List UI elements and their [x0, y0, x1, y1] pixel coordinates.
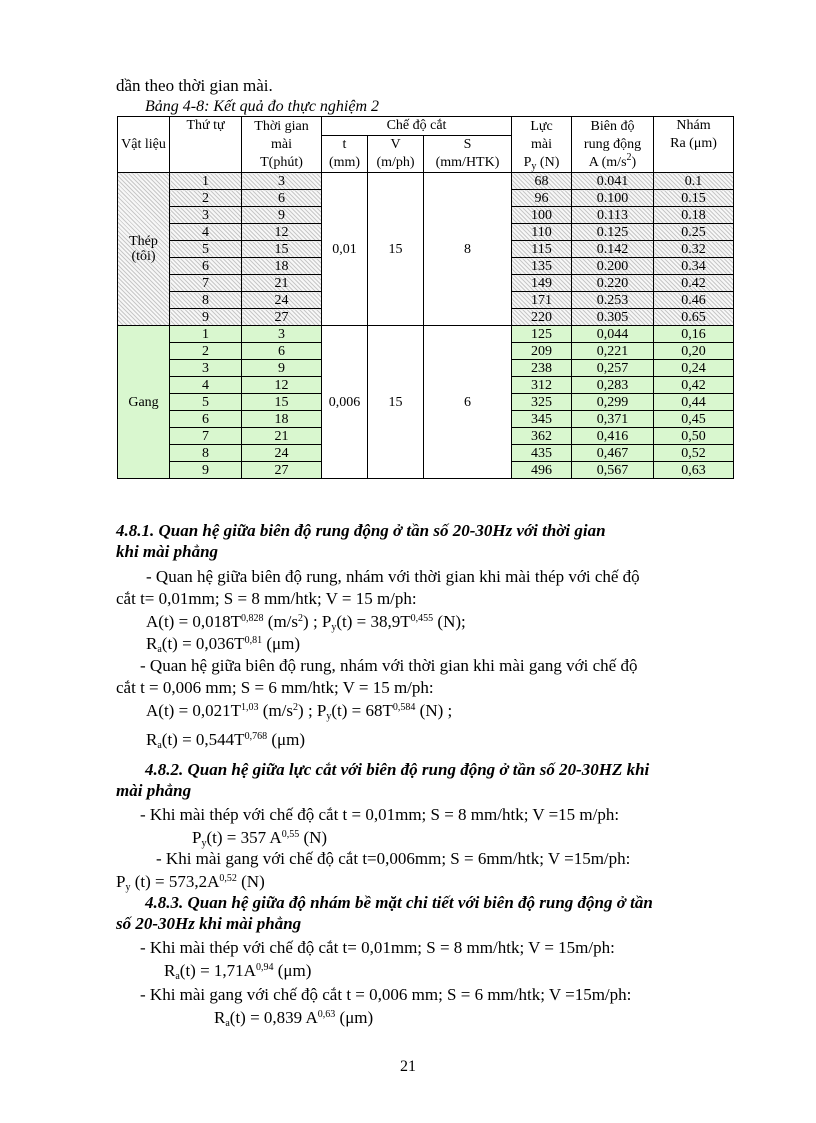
roughness-cell: 0.18 [654, 207, 734, 224]
roughness-cell: 0,24 [654, 360, 734, 377]
section-4-8-2-title: 4.8.2. Quan hệ giữa lực cắt với biên độ rung động ở tần số 20-30HZ khi [145, 760, 650, 779]
order-cell: 6 [170, 258, 242, 275]
header-force: Lực mài $P_y$ (N) [512, 117, 572, 173]
force-cell: 68 [512, 173, 572, 190]
section-4-8-2-title-cont: mài phẳng [116, 781, 192, 800]
force-cell: 110 [512, 224, 572, 241]
time-cell: 18 [242, 411, 322, 428]
force-cell: 115 [512, 241, 572, 258]
roughness-cell: 0,42 [654, 377, 734, 394]
amplitude-cell: 0.142 [572, 241, 654, 258]
time-cell: 6 [242, 343, 322, 360]
intro-line: dần theo thời gian mài. [116, 76, 273, 95]
order-cell: 7 [170, 428, 242, 445]
time-cell: 9 [242, 360, 322, 377]
force-cell: 345 [512, 411, 572, 428]
iron-time-text: - Quan hệ giữa biên độ rung, nhám với thời gian khi mài gang với chế độ [140, 656, 638, 675]
steel-force-text: - Khi mài thép với chế độ cắt t = 0,01mm; S = 8 mm/htk; V =15 m/ph: [140, 805, 620, 824]
table-caption: Bảng 4-8: Kết quả đo thực nghiệm 2 [145, 98, 380, 115]
roughness-cell: 0,52 [654, 445, 734, 462]
s-cell: 8 [424, 173, 512, 326]
time-cell: 9 [242, 207, 322, 224]
results-table [117, 116, 734, 479]
formula-py-iron: $P_y$ $(t) = 573,2A^{0,52}$ (N) [116, 872, 265, 893]
roughness-cell: 0,44 [654, 394, 734, 411]
formula-ra-iron: $R_a(t) = 0,544T^{0,768}$ (μm) [146, 730, 305, 751]
order-cell: 2 [170, 190, 242, 207]
order-cell: 8 [170, 292, 242, 309]
amplitude-cell: 0.200 [572, 258, 654, 275]
steel-time-text: - Quan hệ giữa biên độ rung, nhám với thời gian khi mài thép với chế độ [146, 567, 640, 586]
amplitude-cell: 0,567 [572, 462, 654, 479]
roughness-cell: 0.42 [654, 275, 734, 292]
iron-force-text: - Khi mài gang với chế độ cắt t=0,006mm; S = 6mm/htk; V =15m/ph: [156, 849, 631, 868]
section-4-8-1-title-cont: khi mài phẳng [116, 542, 219, 561]
section-4-8-1-title: 4.8.1. Quan hệ giữa biên độ rung động ở tần số 20-30Hz với thời gian [116, 521, 606, 540]
header-amplitude: Biên độ rung động A $(m/s^2)$ [572, 117, 654, 173]
amplitude-cell: 0,299 [572, 394, 654, 411]
roughness-cell: 0.25 [654, 224, 734, 241]
order-cell: 3 [170, 207, 242, 224]
force-cell: 209 [512, 343, 572, 360]
formula-ra-amp-steel: $R_a(t) = 1,71A^{0,94}$ (μm) [164, 961, 312, 982]
amplitude-cell: 0.253 [572, 292, 654, 309]
force-cell: 325 [512, 394, 572, 411]
force-cell: 149 [512, 275, 572, 292]
amplitude-cell: 0,283 [572, 377, 654, 394]
material-label: Gang [128, 394, 159, 410]
force-cell: 171 [512, 292, 572, 309]
amplitude-cell: 0.220 [572, 275, 654, 292]
formula-a-py-steel: $A(t) = 0,018T^{0,828}$ $(m/s^2)$ ; $P_y(t) = 38,9T^{0,455}$ (N); [146, 612, 466, 633]
time-cell: 6 [242, 190, 322, 207]
time-cell: 12 [242, 377, 322, 394]
force-cell: 362 [512, 428, 572, 445]
time-cell: 3 [242, 326, 322, 343]
order-cell: 1 [170, 326, 242, 343]
amplitude-cell: 0.125 [572, 224, 654, 241]
time-cell: 21 [242, 428, 322, 445]
table-row [118, 173, 734, 190]
roughness-cell: 0,45 [654, 411, 734, 428]
v-cell: 15 [368, 173, 424, 326]
roughness-cell: 0,50 [654, 428, 734, 445]
force-cell: 220 [512, 309, 572, 326]
time-cell: 3 [242, 173, 322, 190]
formula-ra-steel: $R_a(t) = 0,036T^{0,81}$ (μm) [146, 634, 300, 655]
force-cell: 135 [512, 258, 572, 275]
roughness-cell: 0.34 [654, 258, 734, 275]
roughness-cell: 0,63 [654, 462, 734, 479]
header-roughness: Nhám Ra (μm) [654, 117, 734, 173]
order-cell: 4 [170, 224, 242, 241]
time-cell: 21 [242, 275, 322, 292]
order-cell: 9 [170, 462, 242, 479]
roughness-cell: 0.15 [654, 190, 734, 207]
order-cell: 6 [170, 411, 242, 428]
order-cell: 4 [170, 377, 242, 394]
header-time: Thời gian mài T(phút) [242, 117, 322, 173]
order-cell: 5 [170, 241, 242, 258]
header-material: Vật liệu [118, 117, 170, 173]
force-cell: 496 [512, 462, 572, 479]
t-cell: 0,006 [322, 326, 368, 479]
header-cutting-mode: Chế độ cắt [322, 117, 512, 136]
time-cell: 12 [242, 224, 322, 241]
amplitude-cell: 0,371 [572, 411, 654, 428]
table-row [118, 326, 734, 343]
roughness-cell: 0.65 [654, 309, 734, 326]
iron-roughness-text: - Khi mài gang với chế độ cắt t = 0,006 mm; S = 6 mm/htk; V =15m/ph: [140, 985, 632, 1004]
v-cell: 15 [368, 326, 424, 479]
header-t: t (mm) [322, 136, 368, 173]
material-label: Thép [129, 234, 158, 249]
time-cell: 27 [242, 309, 322, 326]
t-cell: 0,01 [322, 173, 368, 326]
steel-roughness-text: - Khi mài thép với chế độ cắt t= 0,01mm; S = 8 mm/htk; V = 15m/ph: [140, 938, 615, 957]
roughness-cell: 0,16 [654, 326, 734, 343]
roughness-cell: 0,20 [654, 343, 734, 360]
amplitude-cell: 0.041 [572, 173, 654, 190]
roughness-cell: 0.32 [654, 241, 734, 258]
amplitude-cell: 0,467 [572, 445, 654, 462]
section-4-8-3-title: 4.8.3. Quan hệ giữa độ nhám bề mặt chi tiết với biên độ rung động ở tần [145, 893, 653, 912]
amplitude-cell: 0,221 [572, 343, 654, 360]
formula-ra-amp-iron: $R_a(t) = 0,839$ A$^{0,63}$ (μm) [214, 1008, 374, 1029]
force-cell: 312 [512, 377, 572, 394]
order-cell: 2 [170, 343, 242, 360]
roughness-cell: 0.46 [654, 292, 734, 309]
header-v: V (m/ph) [368, 136, 424, 173]
amplitude-cell: 0.100 [572, 190, 654, 207]
steel-time-text-cont: cắt t= 0,01mm; S = 8 mm/htk; V = 15 m/ph: [116, 589, 417, 608]
amplitude-cell: 0.305 [572, 309, 654, 326]
time-cell: 24 [242, 292, 322, 309]
amplitude-cell: 0,044 [572, 326, 654, 343]
header-order: Thứ tự [170, 117, 242, 173]
amplitude-cell: 0,257 [572, 360, 654, 377]
roughness-cell: 0.1 [654, 173, 734, 190]
force-cell: 435 [512, 445, 572, 462]
force-cell: 96 [512, 190, 572, 207]
page-number: 21 [400, 1058, 416, 1075]
order-cell: 5 [170, 394, 242, 411]
material-label: (tôi) [131, 249, 156, 264]
order-cell: 9 [170, 309, 242, 326]
header-s: S (mm/HTK) [424, 136, 512, 173]
formula-a-py-iron: $A(t) = 0,021T^{1,03}$ $(m/s^2)$ ; $P_y(t) = 68T^{0,584}$ (N) ; [146, 701, 453, 722]
time-cell: 15 [242, 394, 322, 411]
order-cell: 1 [170, 173, 242, 190]
force-cell: 125 [512, 326, 572, 343]
time-cell: 24 [242, 445, 322, 462]
order-cell: 8 [170, 445, 242, 462]
section-4-8-3-title-cont: số 20-30Hz khi mài phẳng [116, 914, 302, 933]
amplitude-cell: 0.113 [572, 207, 654, 224]
formula-py-steel: $P_y(t) = 357$ A$^{0,55}$ (N) [192, 828, 328, 849]
material-cell [118, 173, 170, 326]
order-cell: 7 [170, 275, 242, 292]
order-cell: 3 [170, 360, 242, 377]
time-cell: 27 [242, 462, 322, 479]
force-cell: 238 [512, 360, 572, 377]
material-cell [118, 326, 170, 479]
s-cell: 6 [424, 326, 512, 479]
time-cell: 15 [242, 241, 322, 258]
force-cell: 100 [512, 207, 572, 224]
amplitude-cell: 0,416 [572, 428, 654, 445]
time-cell: 18 [242, 258, 322, 275]
iron-time-text-cont: cắt t = 0,006 mm; S = 6 mm/htk; V = 15 m/ph: [116, 678, 434, 697]
